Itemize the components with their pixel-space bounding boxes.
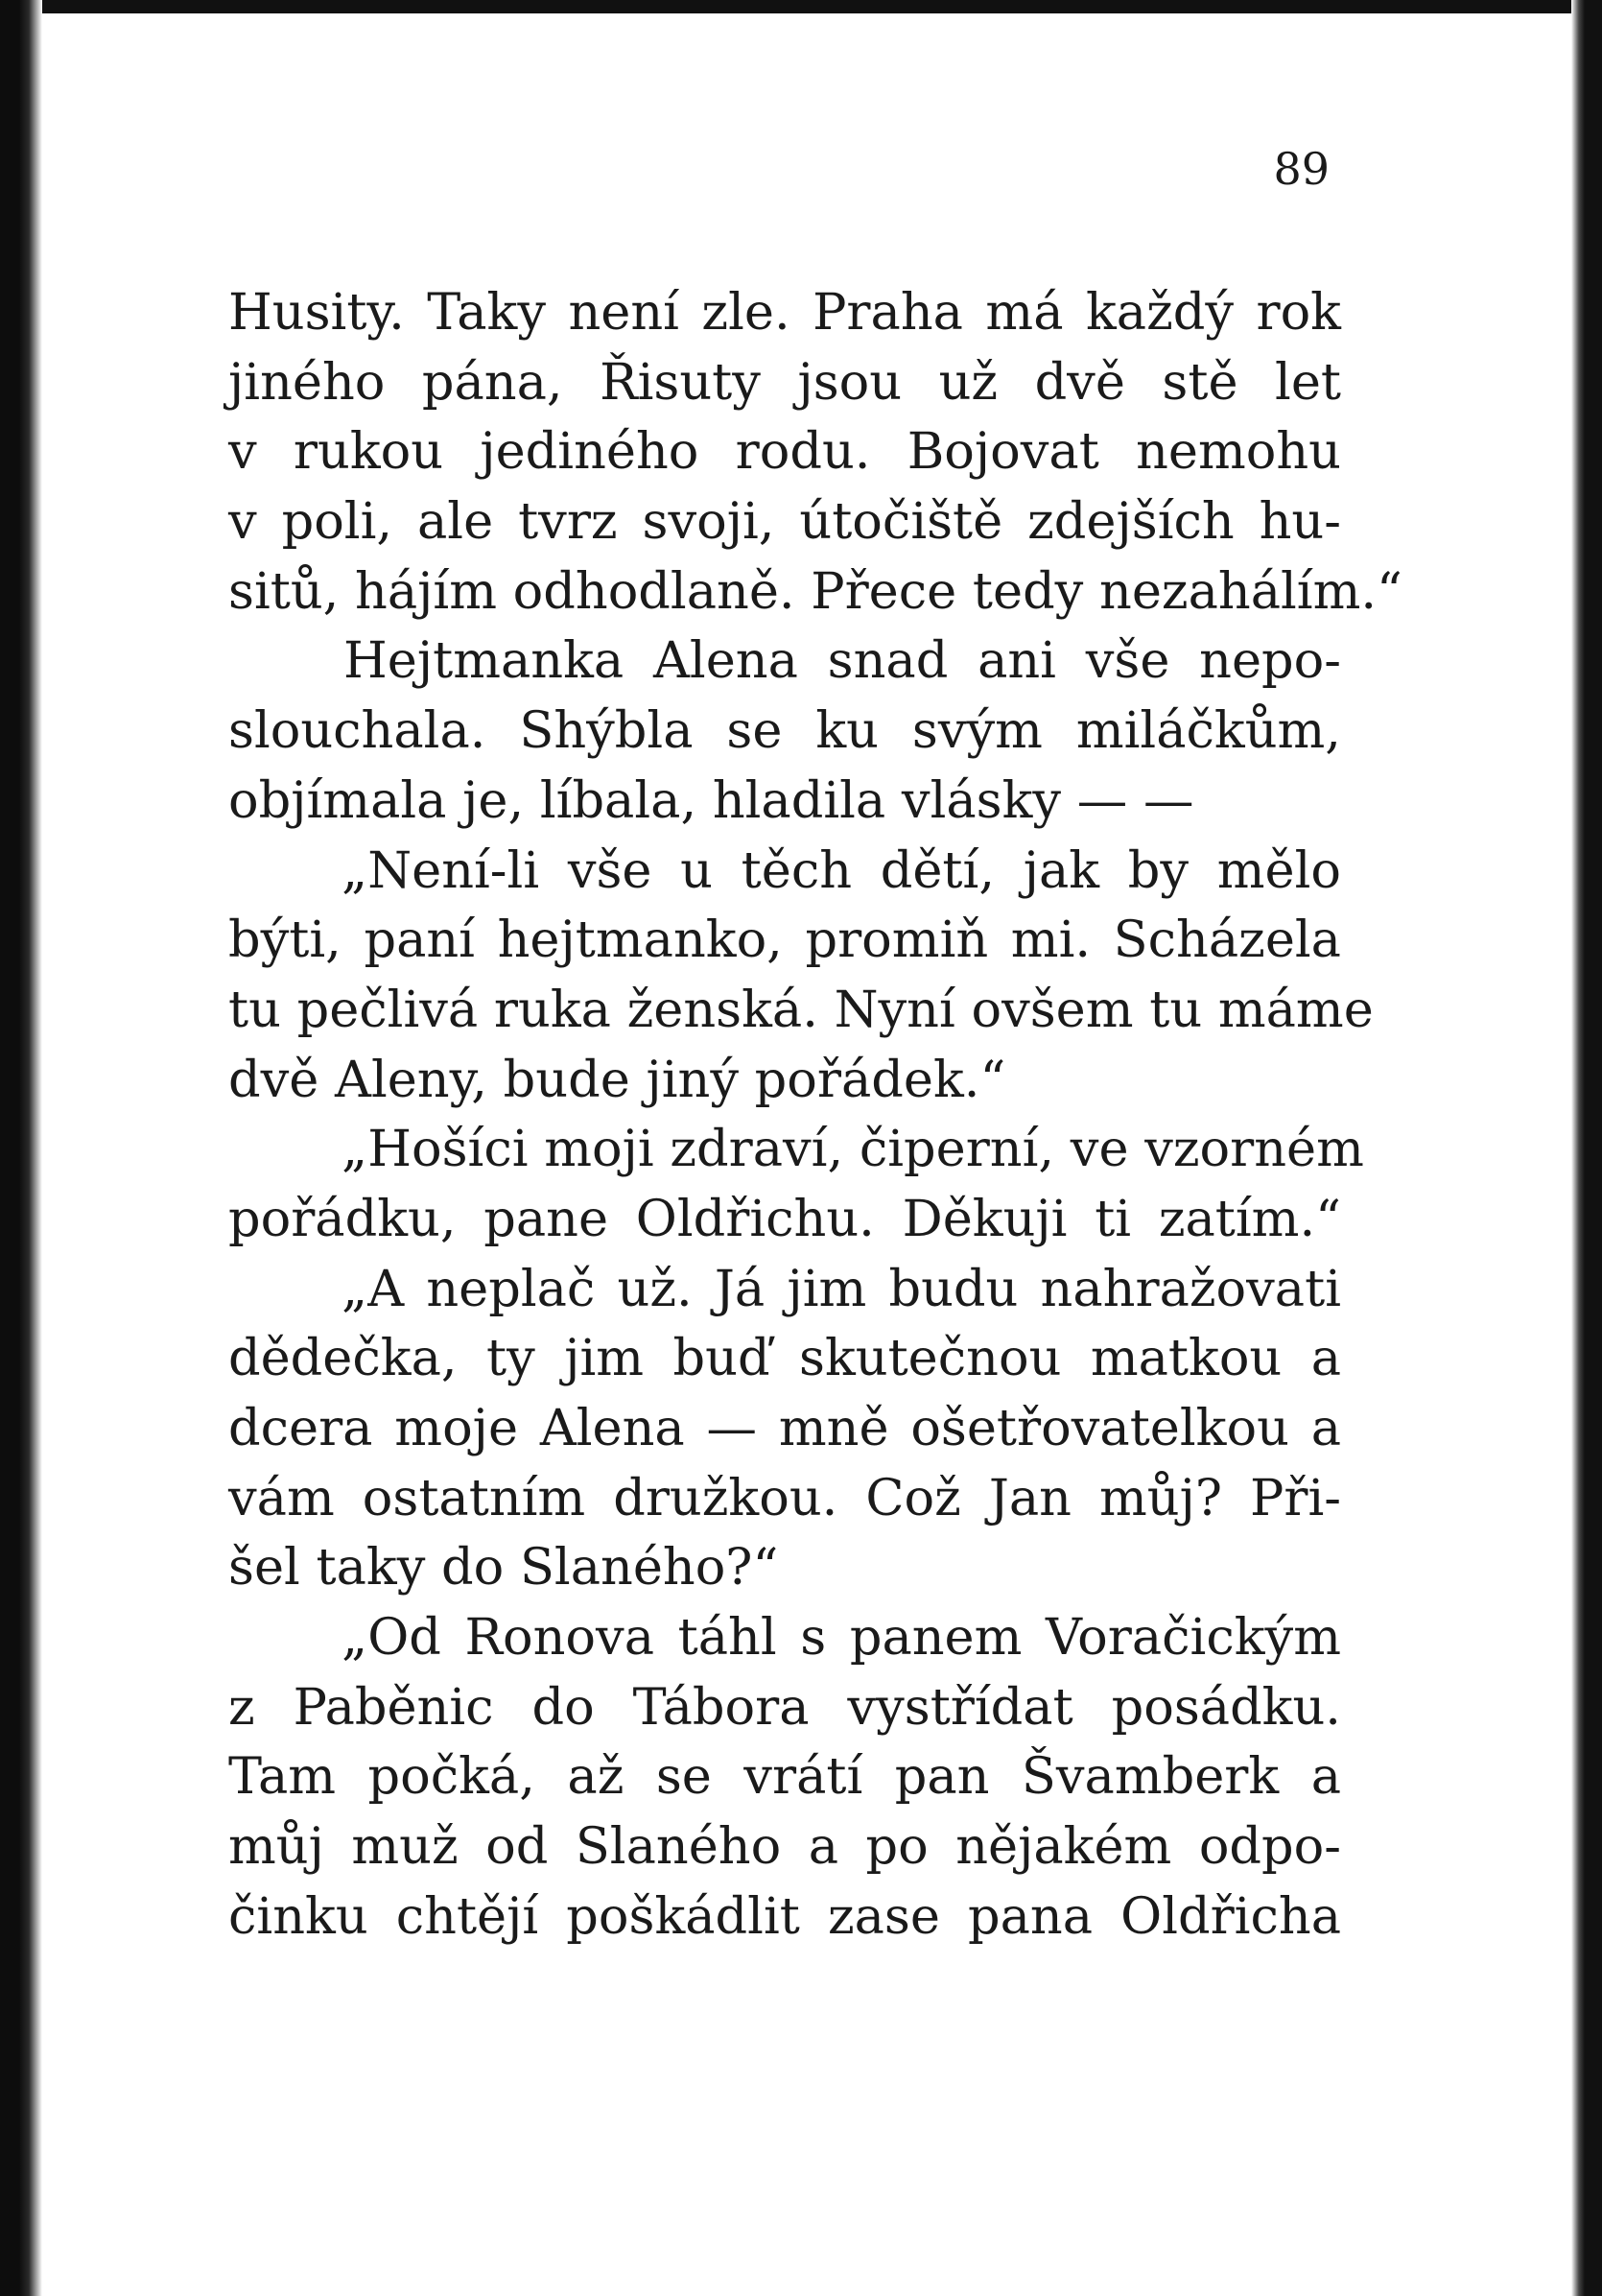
text-line: býti, paní hejtmanko, promiň mi. Scházela [228,911,1341,970]
text-line: „A neplač už. Já jim budu nahražovati [342,1259,1341,1318]
text-line: jiného pána, Řisuty jsou už dvě stě let [228,352,1341,412]
text-line: Hejtmanka Alena snad ani vše nepo- [343,631,1341,691]
text-line: sitů, hájím odhodlaně. Přece tedy nezahálím.“ [228,561,1402,621]
text-line: dvě Aleny, bude jiný pořádek.“ [228,1050,1006,1109]
text-line: „Hošíci moji zdraví, čiperní, ve vzorném [342,1120,1364,1179]
scan-border-right [1571,0,1602,2296]
text-line: slouchala. Shýbla se ku svým miláčkům, [228,701,1341,761]
text-line: šel taky do Slaného?“ [228,1538,779,1598]
text-line: objímala je, líbala, hladila vlásky — — [228,770,1194,830]
text-line: v poli, ale tvrz svoji, útočiště zdejších hu- [228,492,1341,552]
text-line: tu pečlivá ruka ženská. Nyní ovšem tu máme [228,980,1374,1039]
text-line: vám ostatním družkou. Což Jan můj? Při- [228,1468,1341,1527]
text-line: v rukou jediného rodu. Bojovat nemohu [228,422,1341,482]
text-line: můj muž od Slaného a po nějakém odpo- [228,1817,1341,1877]
text-line: dědečka, ty jim buď skutečnou matkou a [228,1329,1341,1388]
text-line: činku chtějí poškádlit zase pana Oldřicha [228,1886,1341,1946]
body-text [228,278,1402,1953]
page-number: 89 [1273,143,1330,195]
text-line: „Od Ronova táhl s panem Voračickým [342,1608,1341,1668]
text-line: „Není-li vše u těch dětí, jak by mělo [342,840,1341,900]
text-line: z Paběnic do Tábora vystřídat posádku. [228,1677,1341,1737]
text-line: dcera moje Alena — mně ošetřovatelkou a [228,1399,1341,1457]
text-line: Tam počká, až se vrátí pan Švamberk a [228,1747,1341,1807]
text-line: pořádku, pane Oldřichu. Děkuji ti zatím.“ [228,1189,1341,1248]
text-line: Husity. Taky není zle. Praha má každý rok [228,283,1341,342]
scan-border-left [0,0,42,2296]
scan-border-top [0,0,1602,13]
